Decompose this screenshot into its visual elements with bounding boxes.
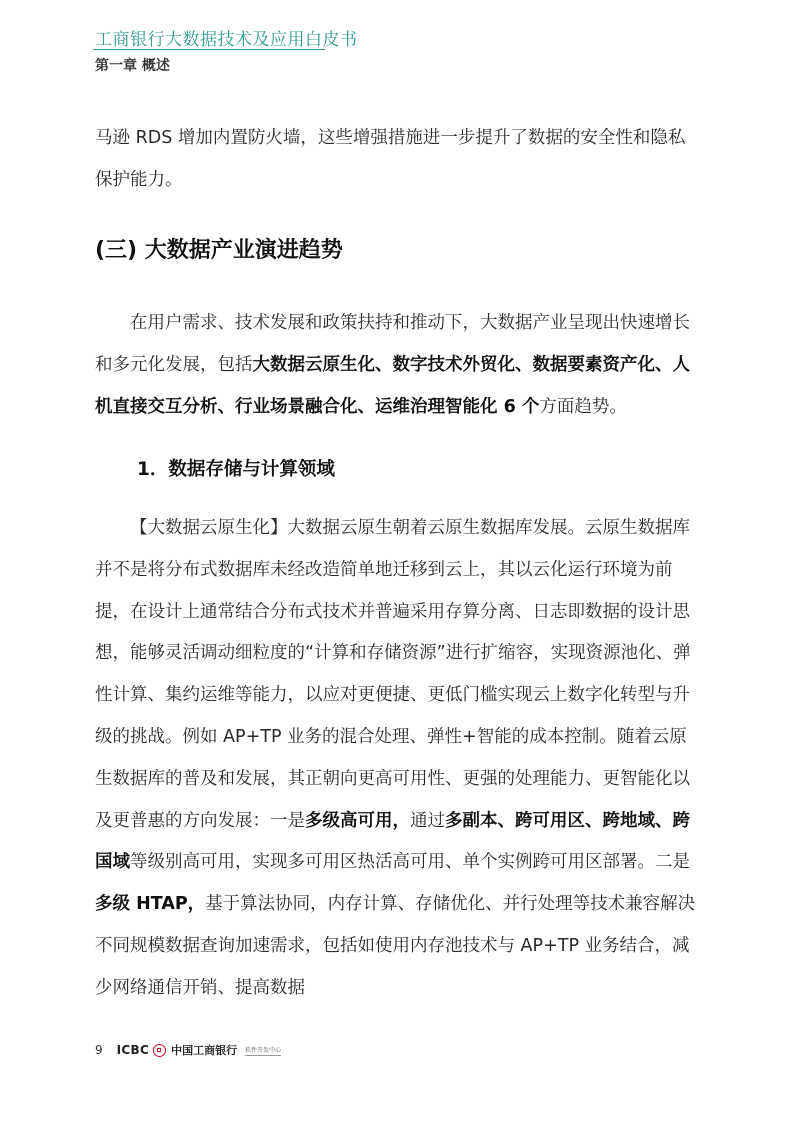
page-footer: [95, 1040, 281, 1060]
storage-bold-1: 多级高可用，: [305, 810, 410, 831]
trend-list-bold: 大数据云原生化、数字技术外贸化、数据要素资产化、人机直接交互分析、行业场景融合化、运维治理智能化 6 个: [95, 354, 690, 417]
subsection-heading: 1．数据存储与计算领域: [137, 459, 335, 480]
page-number: 9: [95, 1043, 103, 1057]
icbc-brand-text: ICBC: [116, 1043, 150, 1057]
trend-text-start: 在用户需求、技术发展和政策扶持和推动下，大数据产业呈现出快速增长和多元化发展，包括: [95, 313, 690, 375]
section-heading: (三) 大数据产业演进趋势: [95, 238, 343, 263]
trend-text-end: 方面趋势。: [539, 396, 627, 417]
storage-paragraph: [95, 508, 700, 1010]
header-divider: [93, 49, 325, 50]
storage-text-4: 基于算法协同，内存计算、存储优化、并行处理等技术兼容解决不同规模数据查询加速需求，包括如使用内存池技术与 AP+TP 业务结合，减少网络通信开销、提高数据: [95, 894, 696, 998]
storage-text-1: 【大数据云原生化】大数据云原生朝着云原生数据库发展。云原生数据库并不是将分布式数据库未经改造简单地迁移到云上，其以云化运行环境为前提，在设计上通常结合分布式技术并普遍采用存算分离、日志即数据的设计思想，能够灵活调动细粒度的“计算和存储资源”进行扩缩容，实现资源池化、弹性计算、集约运维等能力，以应对更便捷、更低门槛实现云上数字化转型与升级的挑战。例如 AP+TP 业务的混合处理、弹性+智能的成本控制。随着云原生数据库的普及和发展，其正朝向更高可用性、更强的处理能力、更智能化以及更普惠的方向发展：一是: [95, 518, 691, 831]
bank-name: 中国工商银行: [171, 1044, 238, 1057]
storage-bold-3: 多级 HTAP，: [95, 894, 206, 915]
chapter-label: 第一章 概述: [95, 58, 170, 74]
document-header-title: 工商银行大数据技术及应用白皮书: [95, 30, 358, 50]
storage-text-3: 等级别高可用，实现多可用区热活高可用、单个实例跨可用区部署。二是: [130, 852, 690, 873]
trend-paragraph: [95, 303, 700, 428]
department-name: 软件开发中心: [245, 1046, 282, 1054]
storage-text-2: 通过: [410, 810, 445, 831]
intro-paragraph: 马逊 RDS 增加内置防火墙，这些增强措施进一步提升了数据的安全性和隐私保护能力。: [95, 128, 686, 190]
storage-bold-2: 多副本、跨可用区、跨地域、跨国域: [95, 810, 690, 873]
icbc-logo-icon: [153, 1044, 166, 1057]
